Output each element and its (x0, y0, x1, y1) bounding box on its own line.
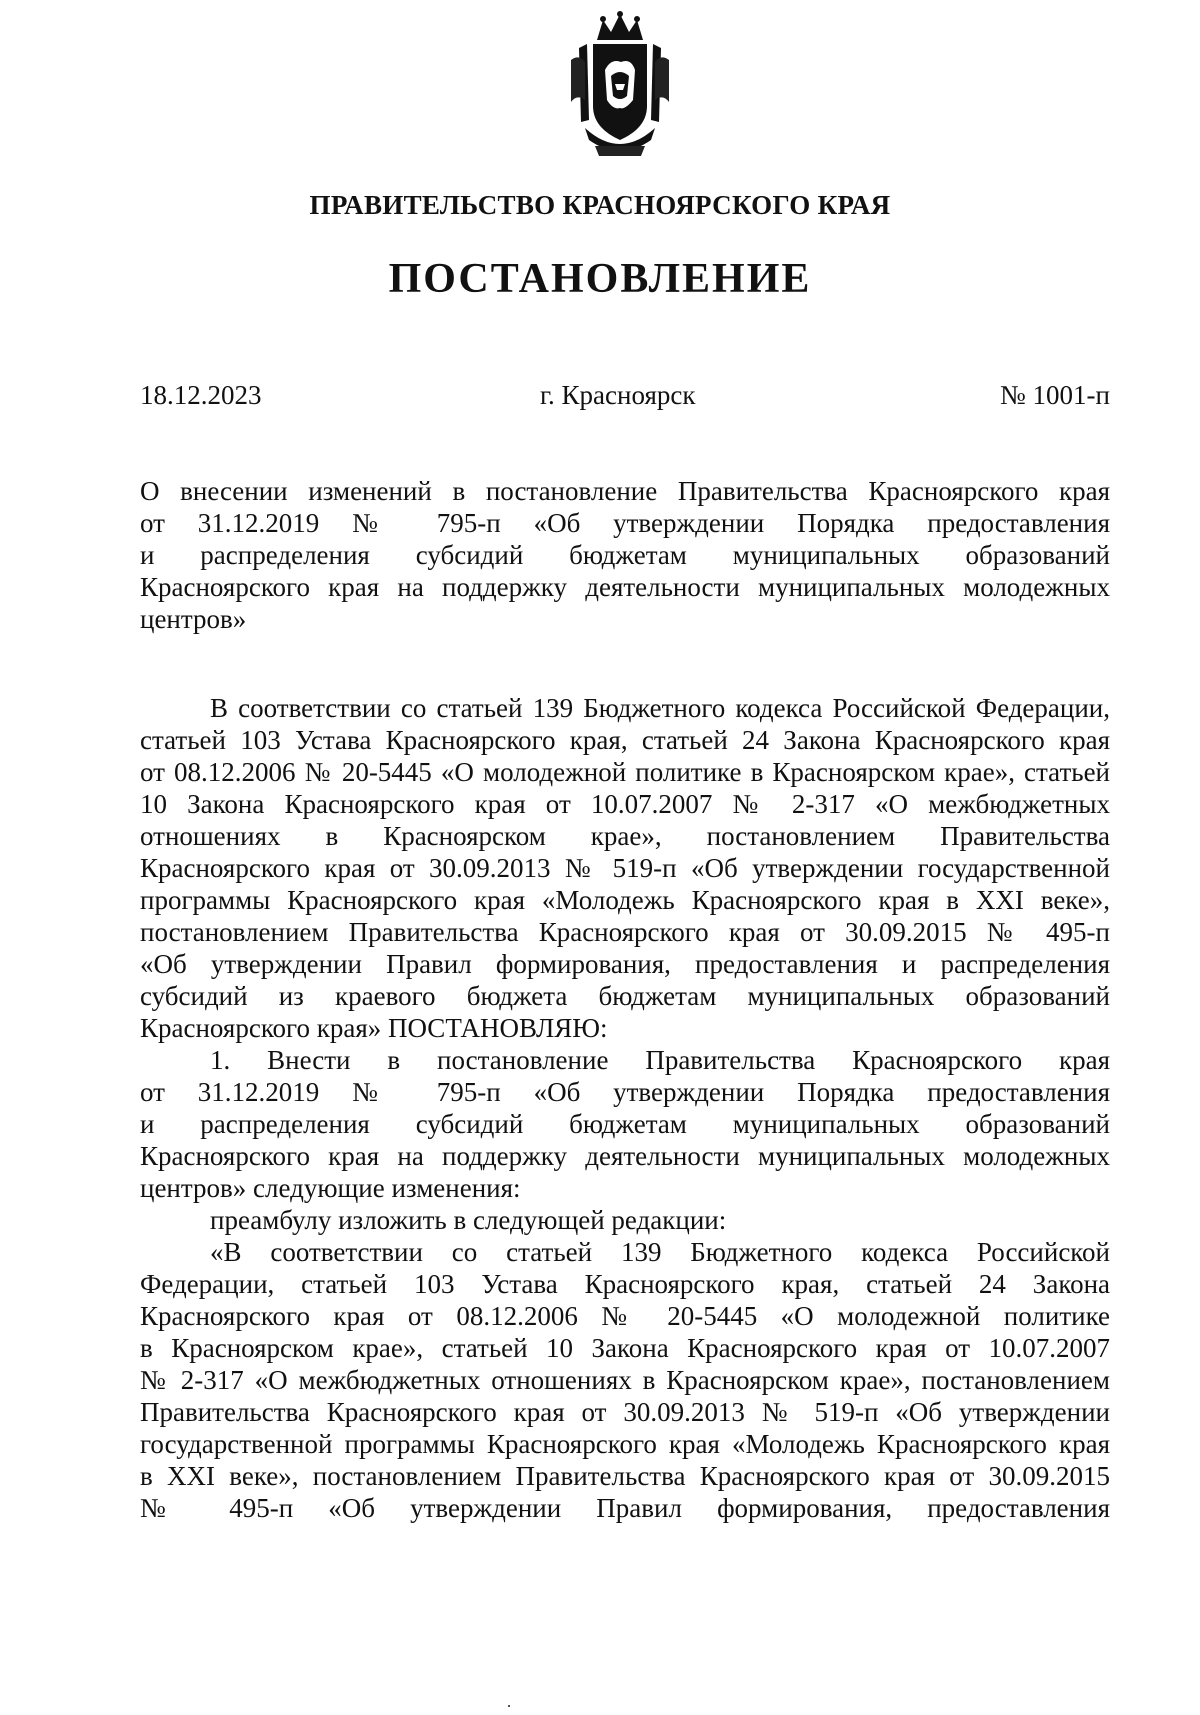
body-line: программы Красноярского края «Молодежь Красноярского края в XXI веке», (140, 885, 1110, 915)
body-line: от 08.12.2006 № 20-5445 «О молодежной политике в Красноярском крае», статьей (140, 757, 1110, 787)
body-line: Правительства Красноярского края от 30.09.2013 № 519-п «Об утверждении (140, 1397, 1110, 1427)
body-line: № 495-п «Об утверждении Правил формирования, предоставления (140, 1493, 1110, 1523)
body-line: от 31.12.2019 № 795-п «Об утверждении Порядка предоставления (140, 1077, 1110, 1107)
scan-speck (508, 1705, 510, 1707)
document-body (140, 692, 1110, 1524)
document-number: № 1001-п (1000, 380, 1110, 410)
body-line: В соответствии со статьей 139 Бюджетного кодекса Российской Федерации, (210, 693, 1110, 723)
subject-line: и распределения субсидий бюджетам муниципальных образований (140, 540, 1110, 570)
body-line: 1. Внести в постановление Правительства Красноярского края (210, 1045, 1110, 1075)
body-line: постановлением Правительства Красноярского края от 30.09.2015 № 495-п (140, 917, 1110, 947)
document-city: г. Красноярск (540, 380, 696, 410)
body-line: субсидий из краевого бюджета бюджетам муниципальных образований (140, 981, 1110, 1011)
body-line: Красноярского края от 30.09.2013 № 519-п «Об утверждении государственной (140, 853, 1110, 883)
body-line: «Об утверждении Правил формирования, предоставления и распределения (140, 949, 1110, 979)
body-line: Красноярского края на поддержку деятельности муниципальных молодежных (140, 1141, 1110, 1171)
subject-line: центров» (140, 604, 247, 634)
body-line: статьей 103 Устава Красноярского края, статьей 24 Закона Красноярского края (140, 725, 1110, 755)
body-line: № 2-317 «О межбюджетных отношениях в Красноярском крае», постановлением (140, 1365, 1110, 1395)
body-line: Красноярского края от 08.12.2006 № 20-5445 «О молодежной политике (140, 1301, 1110, 1331)
body-line: Федерации, статьей 103 Устава Красноярского края, статьей 24 Закона (140, 1269, 1110, 1299)
body-line: 10 Закона Красноярского края от 10.07.2007 № 2-317 «О межбюджетных (140, 789, 1110, 819)
body-line: государственной программы Красноярского края «Молодежь Красноярского края (140, 1429, 1110, 1459)
subject-line: О внесении изменений в постановление Правительства Красноярского края (140, 476, 1110, 506)
body-line: центров» следующие изменения: (140, 1173, 521, 1203)
body-line: в Красноярском крае», статьей 10 Закона Красноярского края от 10.07.2007 (140, 1333, 1110, 1363)
subject-line: от 31.12.2019 № 795-п «Об утверждении Порядка предоставления (140, 508, 1110, 538)
krasnoyarsk-coat-of-arms-icon (565, 10, 675, 160)
body-line: и распределения субсидий бюджетам муниципальных образований (140, 1109, 1110, 1139)
body-line: преамбулу изложить в следующей редакции: (210, 1205, 727, 1235)
government-title: ПРАВИТЕЛЬСТВО КРАСНОЯРСКОГО КРАЯ (309, 190, 891, 220)
body-line: отношениях в Красноярском крае», постановлением Правительства (140, 821, 1110, 851)
body-line: в XXI веке», постановлением Правительства Красноярского края от 30.09.2015 (140, 1461, 1110, 1491)
document-subject (140, 475, 1110, 635)
body-line: «В соответствии со статьей 139 Бюджетного кодекса Российской (210, 1237, 1110, 1267)
subject-line: Красноярского края на поддержку деятельности муниципальных молодежных (140, 572, 1110, 602)
body-line: Красноярского края» ПОСТАНОВЛЯЮ: (140, 1013, 608, 1043)
document-date: 18.12.2023 (140, 380, 262, 410)
document-type-title: ПОСТАНОВЛЕНИЕ (388, 256, 812, 302)
document-meta-row (140, 380, 1110, 414)
